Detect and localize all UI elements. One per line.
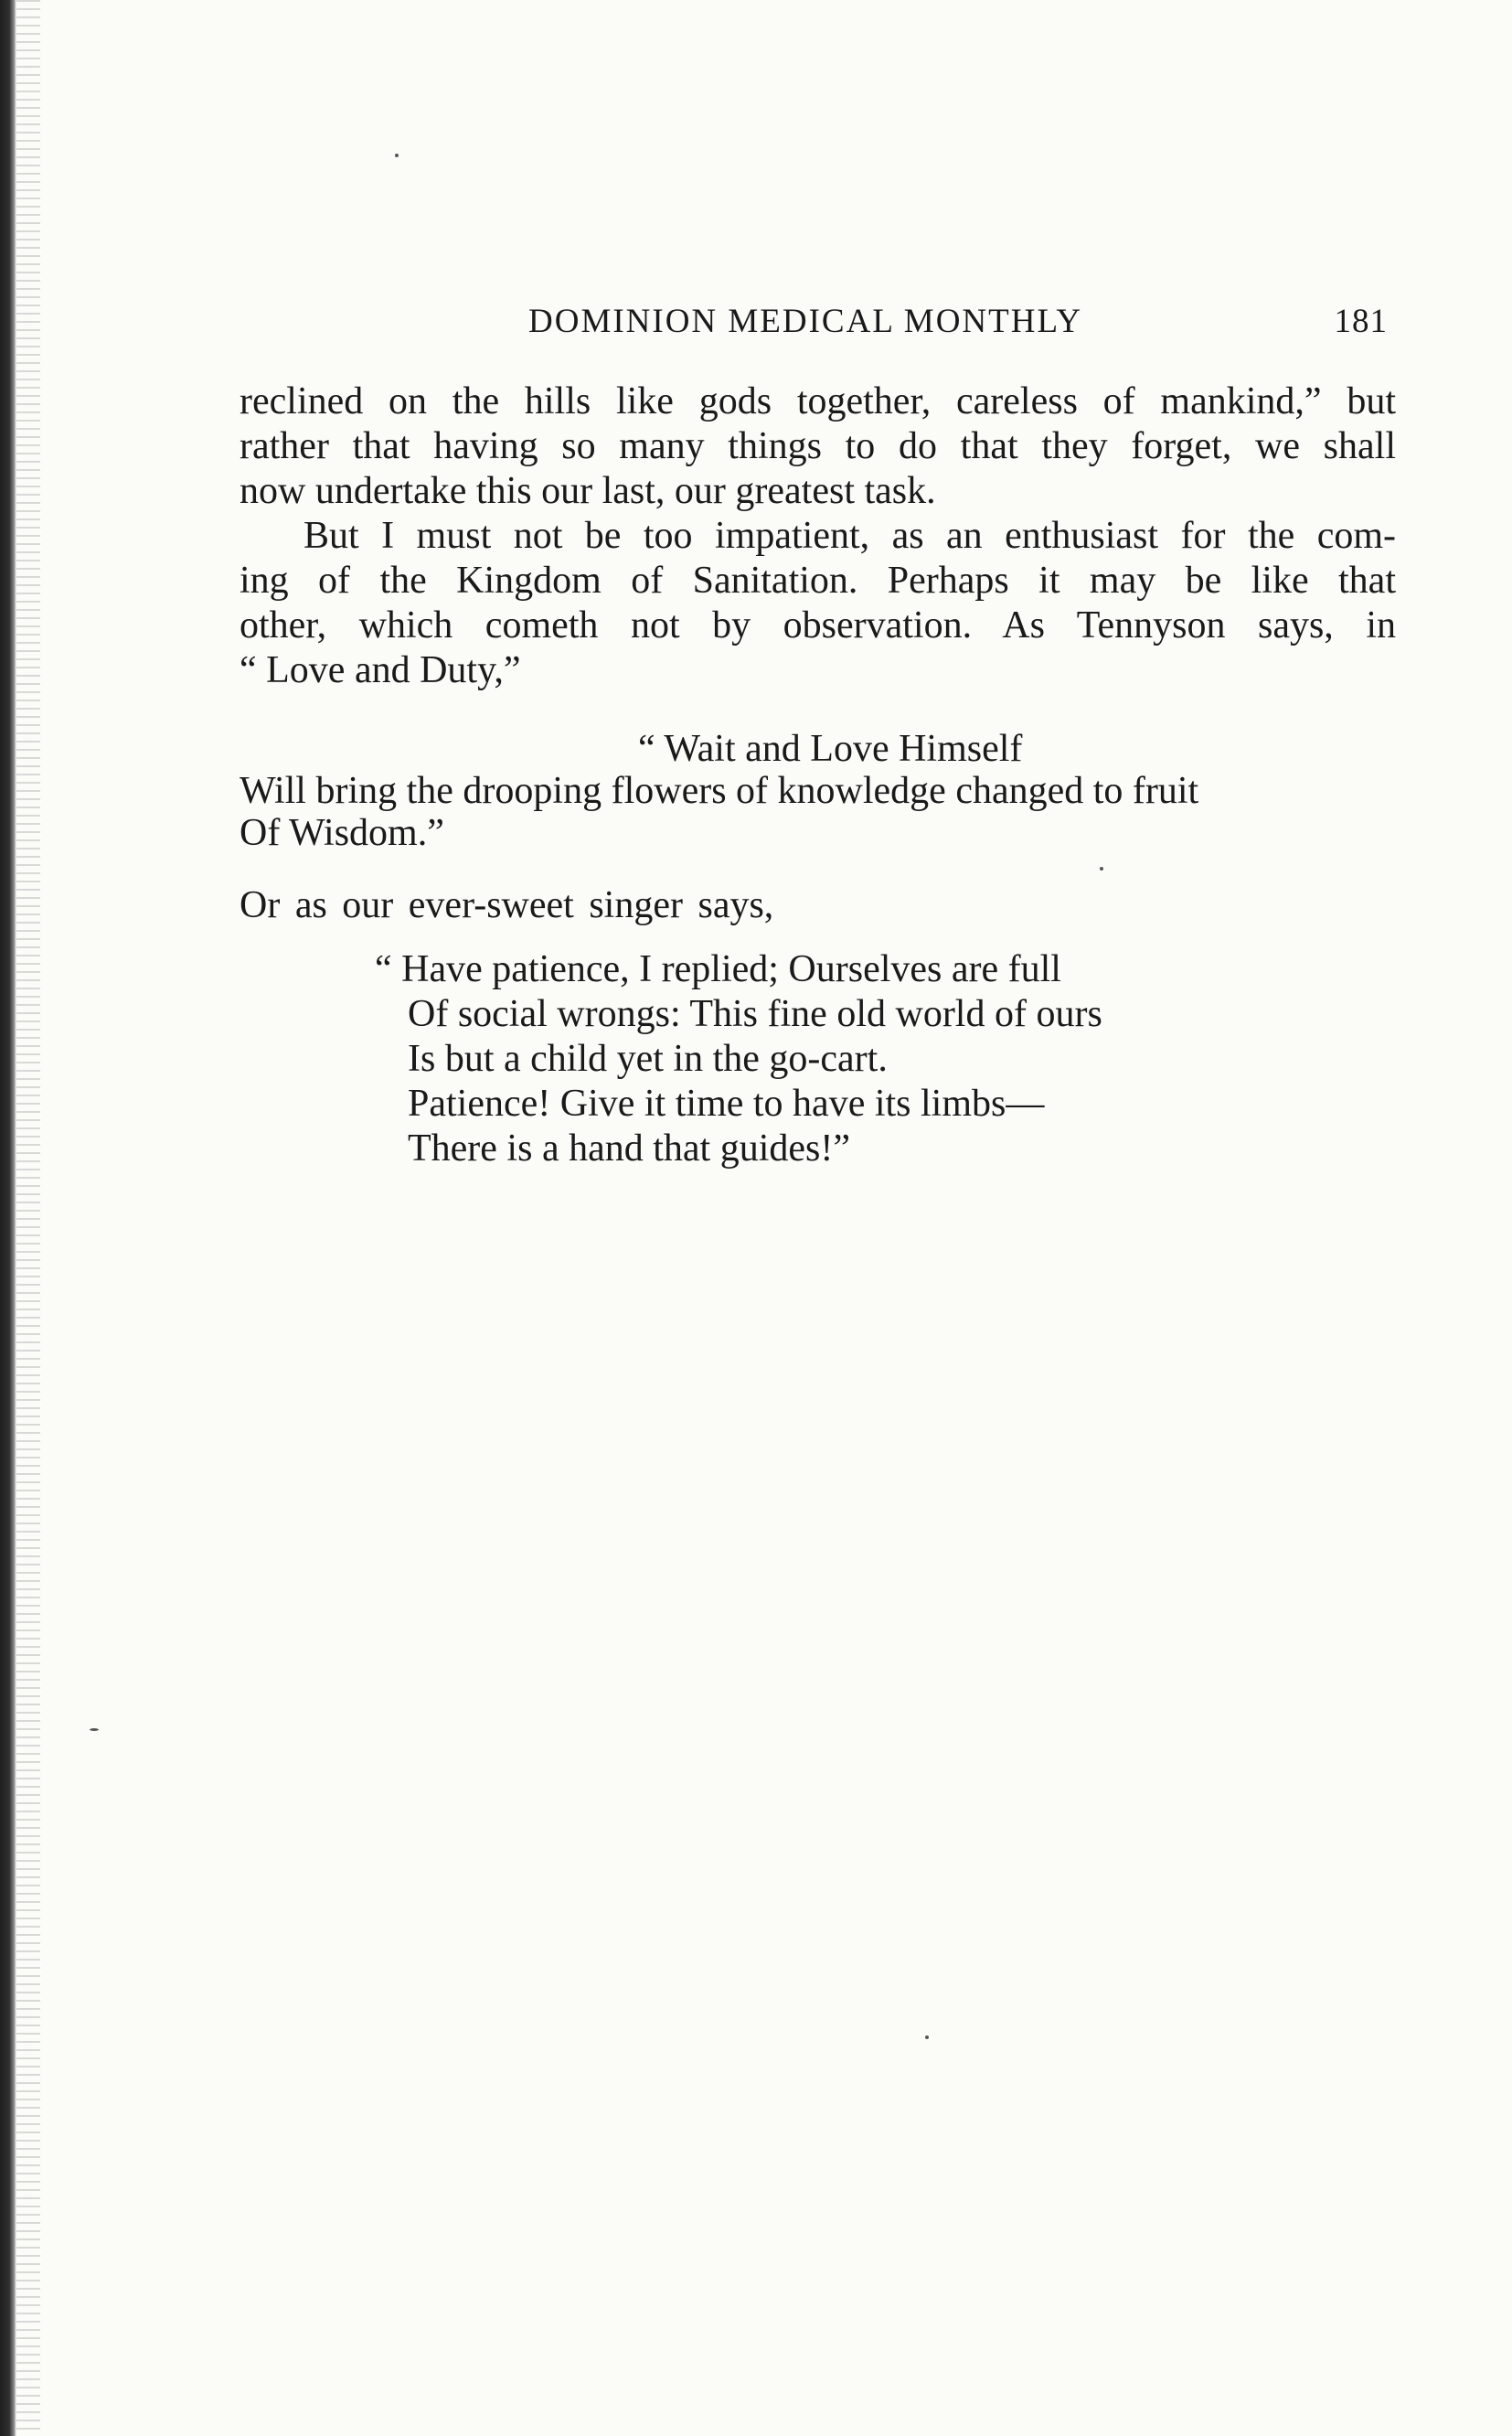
verse-line: Of social wrongs: This fine old world of ours xyxy=(408,993,1102,1035)
paragraph-tennyson xyxy=(240,514,1396,693)
block-quote-poem xyxy=(375,947,1102,1171)
running-head xyxy=(528,294,1388,349)
scan-speck xyxy=(90,1728,99,1731)
quote-line: Will bring the drooping flowers of knowledge changed to fruit xyxy=(240,770,1199,812)
verse-line: “ Have patience, I replied; Ourselves are full xyxy=(375,948,1061,990)
text-line: ing of the Kingdom of Sanitation. Perhaps it may be like that xyxy=(240,560,1396,602)
verse-line: Is but a child yet in the go-cart. xyxy=(408,1038,888,1080)
verse-line: Patience! Give it time to have its limbs— xyxy=(408,1083,1045,1125)
text-line: reclined on the hills like gods together, careless of mankind,” but xyxy=(240,380,1396,422)
text-line: “ Love and Duty,” xyxy=(240,649,521,691)
page-binding-edge xyxy=(0,0,16,2436)
page-number: 181 xyxy=(1334,303,1388,340)
scan-speck xyxy=(395,154,399,157)
quote-line: Of Wisdom.” xyxy=(240,812,444,854)
paragraph-continued xyxy=(240,379,1396,514)
text-line: other, which cometh not by observation. As Tennyson says, in xyxy=(240,604,1396,646)
quote-line: “ Wait and Love Himself xyxy=(638,728,1023,770)
text-line: now undertake this our last, our greatest task. xyxy=(240,470,936,512)
verse-line: There is a hand that guides!” xyxy=(408,1127,850,1170)
scan-speck xyxy=(925,2035,929,2039)
scan-speck xyxy=(1100,867,1103,871)
text-line: But I must not be too impatient, as an enthusiast for the com- xyxy=(303,515,1396,557)
quote-intro-line: Or as our ever-sweet singer says, xyxy=(240,884,774,926)
text-line: rather that having so many things to do that they forget, we shall xyxy=(240,425,1396,467)
block-quote-tennyson xyxy=(240,728,1198,854)
journal-title: DOMINION MEDICAL MONTHLY xyxy=(528,303,1083,340)
